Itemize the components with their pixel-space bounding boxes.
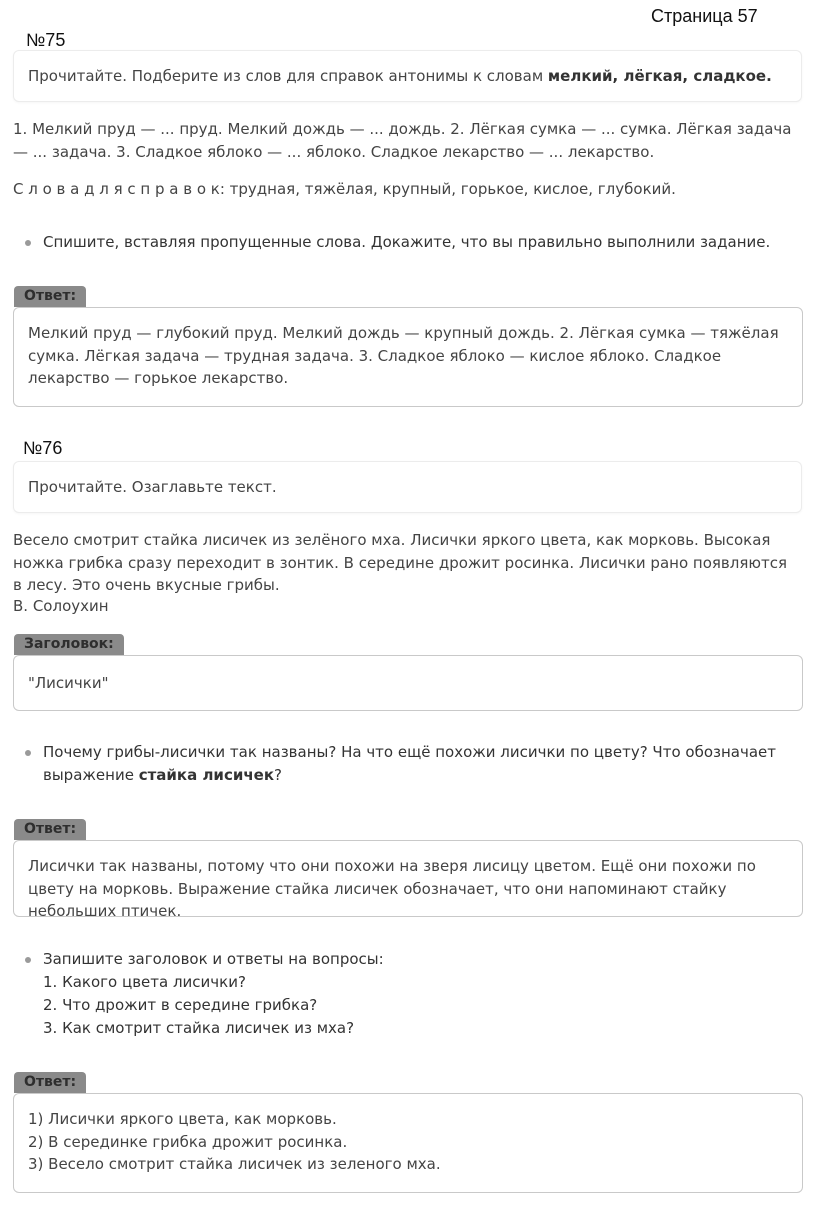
question-2-item: 2. Что дрожит в середине грибка? [43, 996, 318, 1014]
answer-box-75 [13, 307, 803, 407]
question-1-text: Почему грибы-лисички так названы? На что ещё похожи лисички по цвету? Что обозначает выражение [43, 743, 777, 784]
title-answer-box [13, 655, 803, 711]
instruction-bold-words: мелкий, лёгкая, сладкое. [547, 66, 772, 85]
words-label: С л о в а д л я с п р а в о к: [13, 180, 225, 198]
task-76-question-2 [43, 948, 788, 1040]
answer-label-75: Ответ: [14, 286, 86, 307]
answer-line: 3) Весело смотрит стайка лисичек из зеленого мха. [28, 1155, 441, 1173]
task-number-75: №75 [26, 30, 66, 50]
task-76-instruction: Прочитайте. Озаглавьте текст. [28, 477, 277, 496]
task-76-instruction-card [13, 461, 802, 513]
title-label: Заголовок: [14, 634, 124, 655]
page-number: Страница 57 [651, 6, 758, 26]
words-list: трудная, тяжёлая, крупный, горькое, кислое, глубокий. [224, 180, 676, 198]
task-number-76: №76 [23, 438, 63, 458]
question-2-item: 3. Как смотрит стайка лисичек из мха? [43, 1019, 355, 1037]
title-answer-text: "Лисички" [28, 673, 109, 692]
answer-box-76b [13, 1093, 803, 1193]
question-1-bold: стайка лисичек [138, 766, 274, 784]
task-75-instruction [28, 65, 772, 88]
task-76-text: Весело смотрит стайка лисичек из зелёного мха. Лисички яркого цвета, как морковь. Высокая ножка грибка сразу переходит в зонтик. В середине дрожит росинка. Лисички рано появляются в лесу. Это очень вкусные грибы. [13, 531, 787, 594]
answer-box-76a [13, 840, 803, 920]
instruction-text: Прочитайте. Подберите из слов для справок антонимы к словам [28, 66, 548, 85]
answer-line: 1) Лисички яркого цвета, как морковь. [28, 1110, 337, 1128]
answer-text-75: Мелкий пруд — глубокий пруд. Мелкий дождь — крупный дождь. 2. Лёгкая сумка — тяжёлая сумка. Лёгкая задача — трудная задача. 3. Сладкое яблоко — кислое яблоко. Сладкое лекарство — горькое лекарство. [28, 324, 779, 387]
answer-line: 2) В серединке грибка дрожит росинка. [28, 1132, 348, 1151]
task-75-text: 1. Мелкий пруд — ... пруд. Мелкий дождь — ... дождь. 2. Лёгкая сумка — ... сумка. Лёгкая задача — ... задача. 3. Сладкое яблоко — ... яблоко. Сладкое лекарство — ... лекарство. [13, 120, 792, 161]
task-75-bullet: Спишите, вставляя пропущенные слова. Докажите, что вы правильно выполнили задание. [43, 231, 803, 254]
question-1-end: ? [274, 766, 282, 784]
task-76-question-1 [43, 741, 788, 787]
task-76-author: В. Солоухин [13, 597, 109, 615]
task-75-instruction-card [13, 50, 802, 102]
question-2-intro: Запишите заголовок и ответы на вопросы: [43, 950, 384, 968]
answer-text-76a: Лисички так названы, потому что они похожи на зверя лисицу цветом. Ещё они похожи по цвету на морковь. Выражение стайка лисичек обозначает, что они напоминают стайку небольших птичек. [28, 857, 756, 920]
task-75-words-for-reference [13, 178, 793, 201]
answer-label-76b: Ответ: [14, 1072, 86, 1093]
answer-label-76a: Ответ: [14, 819, 86, 840]
question-2-item: 1. Какого цвета лисички? [43, 973, 246, 991]
